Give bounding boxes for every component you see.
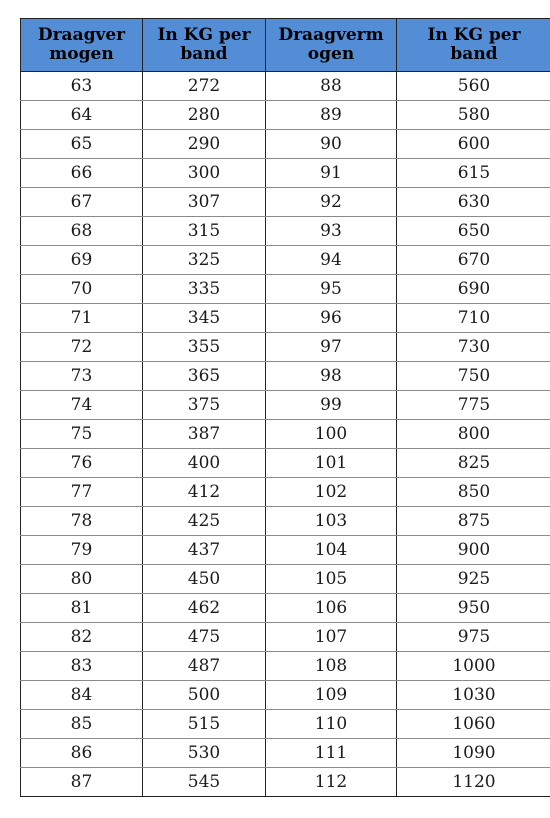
cell-kg-right: 825 <box>397 449 550 478</box>
table-row <box>21 391 550 420</box>
cell-kg-right: 615 <box>397 159 550 188</box>
cell-kg-left: 345 <box>143 304 266 333</box>
cell-load-index-right: 110 <box>266 710 397 739</box>
table-row <box>21 362 550 391</box>
header-kg-per-tire-right: In KG per band <box>397 19 550 72</box>
cell-kg-right: 1030 <box>397 681 550 710</box>
table-row <box>21 594 550 623</box>
cell-kg-left: 325 <box>143 246 266 275</box>
cell-kg-left: 450 <box>143 565 266 594</box>
cell-load-index-right: 112 <box>266 768 397 797</box>
cell-kg-left: 400 <box>143 449 266 478</box>
cell-load-index-left: 81 <box>21 594 143 623</box>
cell-load-index-left: 75 <box>21 420 143 449</box>
table-row <box>21 768 550 797</box>
cell-kg-left: 272 <box>143 72 266 101</box>
cell-load-index-left: 71 <box>21 304 143 333</box>
cell-load-index-right: 109 <box>266 681 397 710</box>
cell-kg-right: 1090 <box>397 739 550 768</box>
cell-load-index-left: 87 <box>21 768 143 797</box>
cell-load-index-right: 107 <box>266 623 397 652</box>
cell-kg-right: 850 <box>397 478 550 507</box>
table-row <box>21 623 550 652</box>
cell-load-index-left: 79 <box>21 536 143 565</box>
cell-kg-right: 875 <box>397 507 550 536</box>
cell-kg-left: 500 <box>143 681 266 710</box>
header-load-index-right: Draagverm ogen <box>266 19 397 72</box>
table-row <box>21 159 550 188</box>
cell-load-index-left: 72 <box>21 333 143 362</box>
cell-load-index-right: 104 <box>266 536 397 565</box>
cell-load-index-left: 83 <box>21 652 143 681</box>
cell-kg-left: 487 <box>143 652 266 681</box>
cell-kg-left: 375 <box>143 391 266 420</box>
cell-kg-left: 300 <box>143 159 266 188</box>
cell-kg-right: 670 <box>397 246 550 275</box>
cell-kg-right: 730 <box>397 333 550 362</box>
cell-kg-left: 335 <box>143 275 266 304</box>
cell-load-index-left: 66 <box>21 159 143 188</box>
cell-load-index-left: 67 <box>21 188 143 217</box>
table-row <box>21 72 550 101</box>
cell-load-index-left: 63 <box>21 72 143 101</box>
header-load-index-left: Draagver mogen <box>21 19 143 72</box>
table-row <box>21 217 550 246</box>
cell-load-index-right: 93 <box>266 217 397 246</box>
cell-load-index-right: 103 <box>266 507 397 536</box>
table-row <box>21 188 550 217</box>
cell-load-index-left: 70 <box>21 275 143 304</box>
cell-kg-left: 365 <box>143 362 266 391</box>
cell-kg-right: 750 <box>397 362 550 391</box>
cell-load-index-left: 64 <box>21 101 143 130</box>
cell-load-index-right: 106 <box>266 594 397 623</box>
cell-kg-left: 280 <box>143 101 266 130</box>
cell-load-index-right: 111 <box>266 739 397 768</box>
cell-kg-left: 425 <box>143 507 266 536</box>
cell-load-index-right: 108 <box>266 652 397 681</box>
table-row <box>21 333 550 362</box>
cell-kg-right: 950 <box>397 594 550 623</box>
cell-kg-right: 775 <box>397 391 550 420</box>
cell-load-index-right: 89 <box>266 101 397 130</box>
header-kg-per-tire-left: In KG per band <box>143 19 266 72</box>
cell-kg-left: 412 <box>143 478 266 507</box>
cell-load-index-left: 74 <box>21 391 143 420</box>
cell-load-index-right: 94 <box>266 246 397 275</box>
cell-kg-right: 1000 <box>397 652 550 681</box>
cell-load-index-left: 84 <box>21 681 143 710</box>
cell-load-index-right: 99 <box>266 391 397 420</box>
cell-load-index-left: 82 <box>21 623 143 652</box>
cell-kg-right: 925 <box>397 565 550 594</box>
cell-kg-left: 475 <box>143 623 266 652</box>
cell-load-index-left: 65 <box>21 130 143 159</box>
cell-load-index-left: 73 <box>21 362 143 391</box>
cell-load-index-right: 97 <box>266 333 397 362</box>
cell-load-index-left: 85 <box>21 710 143 739</box>
table-row <box>21 478 550 507</box>
cell-load-index-right: 98 <box>266 362 397 391</box>
cell-kg-left: 307 <box>143 188 266 217</box>
cell-kg-right: 600 <box>397 130 550 159</box>
cell-kg-right: 580 <box>397 101 550 130</box>
table-row <box>21 507 550 536</box>
table-row <box>21 739 550 768</box>
cell-kg-left: 437 <box>143 536 266 565</box>
cell-kg-right: 800 <box>397 420 550 449</box>
table-row <box>21 681 550 710</box>
table-row <box>21 130 550 159</box>
cell-load-index-right: 91 <box>266 159 397 188</box>
table-row <box>21 652 550 681</box>
cell-load-index-right: 96 <box>266 304 397 333</box>
cell-load-index-right: 101 <box>266 449 397 478</box>
cell-kg-right: 650 <box>397 217 550 246</box>
cell-load-index-left: 77 <box>21 478 143 507</box>
cell-kg-right: 1120 <box>397 768 550 797</box>
cell-kg-right: 560 <box>397 72 550 101</box>
cell-load-index-right: 95 <box>266 275 397 304</box>
cell-kg-right: 630 <box>397 188 550 217</box>
table-row <box>21 710 550 739</box>
cell-kg-left: 515 <box>143 710 266 739</box>
table-row <box>21 275 550 304</box>
cell-load-index-left: 76 <box>21 449 143 478</box>
cell-load-index-left: 80 <box>21 565 143 594</box>
cell-kg-right: 900 <box>397 536 550 565</box>
cell-load-index-right: 100 <box>266 420 397 449</box>
cell-kg-left: 545 <box>143 768 266 797</box>
cell-load-index-right: 92 <box>266 188 397 217</box>
table-row <box>21 246 550 275</box>
table-row <box>21 565 550 594</box>
table-row <box>21 536 550 565</box>
cell-load-index-left: 69 <box>21 246 143 275</box>
load-capacity-sheet <box>20 18 550 797</box>
cell-kg-left: 530 <box>143 739 266 768</box>
table-row <box>21 101 550 130</box>
cell-load-index-right: 105 <box>266 565 397 594</box>
cell-load-index-right: 102 <box>266 478 397 507</box>
table-row <box>21 304 550 333</box>
cell-load-index-left: 86 <box>21 739 143 768</box>
table-body <box>21 72 550 797</box>
header-row <box>21 19 550 72</box>
cell-load-index-left: 68 <box>21 217 143 246</box>
cell-kg-right: 690 <box>397 275 550 304</box>
cell-kg-right: 975 <box>397 623 550 652</box>
table-row <box>21 449 550 478</box>
cell-kg-left: 315 <box>143 217 266 246</box>
cell-kg-left: 462 <box>143 594 266 623</box>
cell-kg-left: 387 <box>143 420 266 449</box>
cell-load-index-right: 90 <box>266 130 397 159</box>
cell-kg-right: 1060 <box>397 710 550 739</box>
cell-load-index-right: 88 <box>266 72 397 101</box>
cell-kg-left: 355 <box>143 333 266 362</box>
table-row <box>21 420 550 449</box>
cell-kg-right: 710 <box>397 304 550 333</box>
table-header <box>21 19 550 72</box>
load-capacity-table <box>20 18 550 797</box>
cell-load-index-left: 78 <box>21 507 143 536</box>
cell-kg-left: 290 <box>143 130 266 159</box>
